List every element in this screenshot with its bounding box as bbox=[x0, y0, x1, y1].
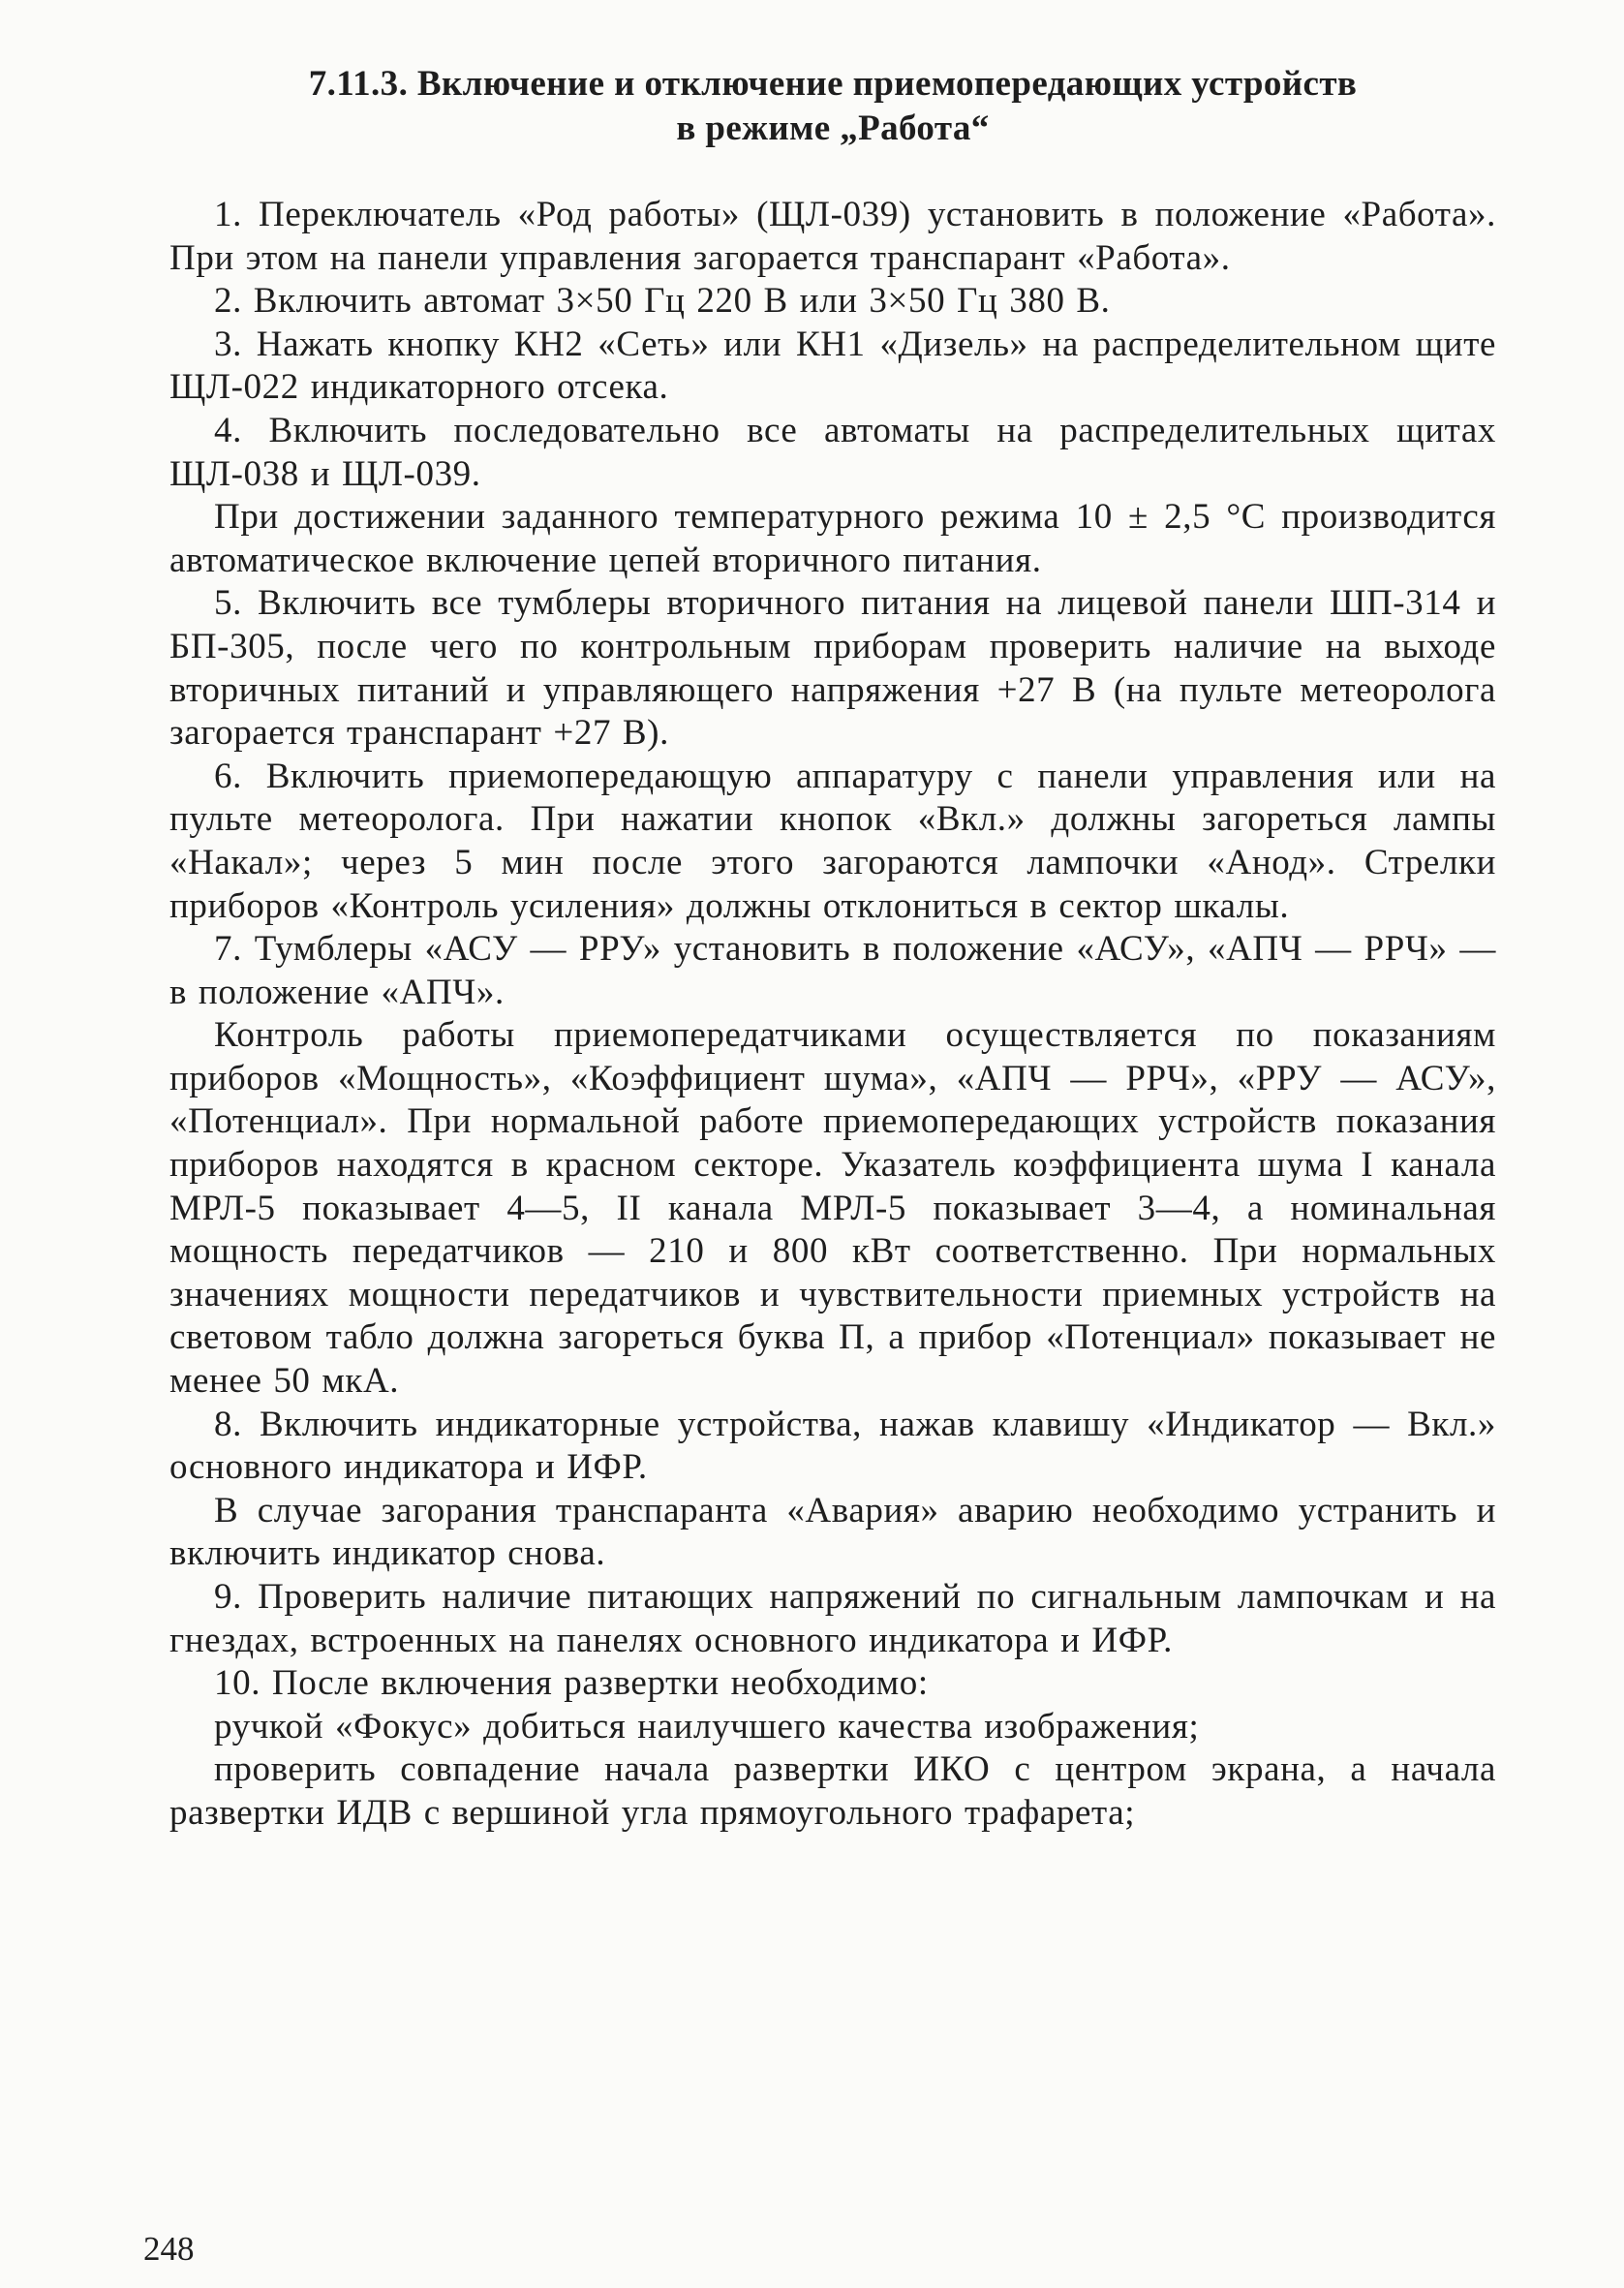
body-text bbox=[169, 194, 1496, 1836]
section-heading-line-2: в режиме „Работа“ bbox=[676, 108, 990, 148]
paragraph: 9. Проверить наличие питающих напряжений по сигнальным лампочкам и на гнездах, встроенных на панелях основного индикатора и ИФР. bbox=[169, 1577, 1496, 1660]
paragraph: 6. Включить приемопередающую аппаратуру с панели управления или на пульте метеоролога. При нажатии кнопок «Вкл.» должны загореться лампы «Накал»; через 5 мин после этого загораются лампочки «Анод». Стрелки приборов «Контроль усиления» должны отклониться в сектор шкалы. bbox=[169, 756, 1496, 926]
paragraph: 4. Включить последовательно все автоматы на распределительных щитах ЩЛ-038 и ЩЛ-039. bbox=[169, 410, 1496, 494]
paragraph: 7. Тумблеры «АСУ — РРУ» установить в положение «АСУ», «АПЧ — РРЧ» — в положение «АПЧ». bbox=[169, 929, 1496, 1012]
section-heading-line-1: 7.11.3. Включение и отключение приемопередающих устройств bbox=[308, 64, 1358, 104]
paragraph: В случае загорания транспаранта «Авария» аварию необходимо устранить и включить индикатор снова. bbox=[169, 1490, 1496, 1574]
paragraph: При достижении заданного температурного режима 10 ± 2,5 °С производится автоматическое включение цепей вторичного питания. bbox=[169, 497, 1496, 580]
page-number: 248 bbox=[143, 2230, 195, 2268]
paragraph: 5. Включить все тумблеры вторичного питания на лицевой панели ШП-314 и БП-305, после чего по контрольным приборам проверить наличие на выходе вторичных питаний и управляющего напряжения +27 В (на пульте метеоролога загорается транспарант +27 В). bbox=[169, 583, 1496, 754]
paragraph: Контроль работы приемопередатчиками осуществляется по показаниям приборов «Мощность», «Коэффициент шума», «АПЧ — РРЧ», «РРУ — АСУ», «Потенциал». При нормальной работе приемопередающих устройств показания приборов находятся в красном секторе. Указатель коэффициента шума I канала МРЛ-5 показывает 4—5, II канала МРЛ-5 показывает 3—4, а номинальная мощность передатчиков — 210 и 800 кВт соответственно. При нормальных значениях мощности передатчиков и чувствительности приемных устройств на световом табло должна загореться буква П, а прибор «Потенциал» показывает не менее 50 мкА. bbox=[169, 1015, 1496, 1402]
paragraph: 1. Переключатель «Род работы» (ЩЛ-039) установить в положение «Работа». При этом на панели управления загорается транспарант «Работа». bbox=[169, 195, 1496, 278]
paragraph: 3. Нажать кнопку КН2 «Сеть» или КН1 «Дизель» на распределительном щите ЩЛ-022 индикаторного отсека. bbox=[169, 324, 1496, 408]
paragraph: 8. Включить индикаторные устройства, нажав клавишу «Индикатор — Вкл.» основного индикатора и ИФР. bbox=[169, 1404, 1496, 1488]
paragraph: 2. Включить автомат 3×50 Гц 220 В или 3×50 Гц 380 В. bbox=[214, 281, 1111, 322]
paragraph: ручкой «Фокус» добиться наилучшего качества изображения; bbox=[214, 1706, 1200, 1747]
paragraph: проверить совпадение начала развертки ИКО с центром экрана, а начала развертки ИДВ с вершиной угла прямоугольного трафарета; bbox=[169, 1749, 1496, 1833]
paragraph: 10. После включения развертки необходимо: bbox=[214, 1663, 929, 1704]
section-heading bbox=[184, 62, 1482, 151]
